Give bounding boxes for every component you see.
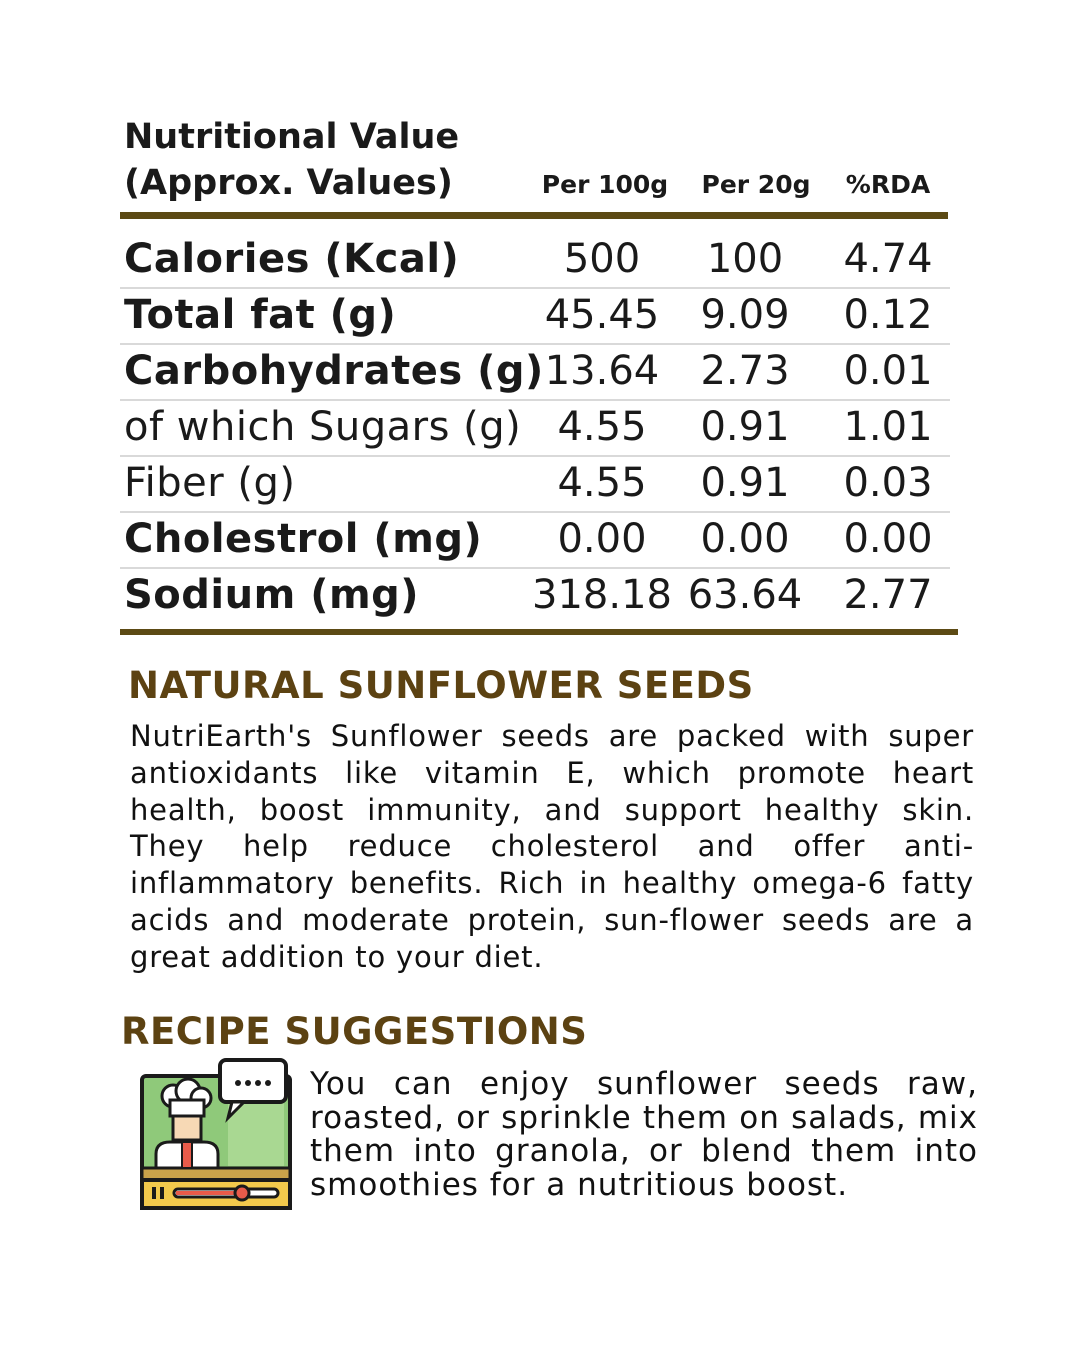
row-value-per-100g: 0.00 [557, 516, 647, 562]
chef-cooking-show-icon [138, 1058, 296, 1214]
table-row [120, 455, 950, 513]
table-bottom-rule [120, 629, 958, 635]
section-body-natural-sunflower-seeds: NutriEarth's Sunflower seeds are packed with super antioxidants like vitamin E, which promote heart health, boost immunity, and support healthy skin. They help reduce cholesterol and offer anti-inflammatory benefits. Rich in healthy omega-6 fatty acids and moderate protein, sun-flower seeds are a great addition to your diet. [130, 719, 974, 974]
row-value-per-100g: 13.64 [544, 348, 660, 394]
row-value-per-100g: 318.18 [532, 572, 672, 618]
row-value-rda: 4.74 [843, 236, 933, 282]
row-value-per-100g: 500 [563, 236, 641, 282]
row-value-rda: 0.12 [843, 292, 933, 338]
row-value-per-100g: 4.55 [557, 460, 647, 506]
table-title [124, 114, 459, 206]
row-value-per-20g: 9.09 [700, 292, 790, 338]
table-row [120, 567, 950, 623]
row-value-rda: 0.01 [843, 348, 933, 394]
table-row [120, 399, 950, 457]
row-value-per-100g: 45.45 [544, 292, 660, 338]
row-label: Fiber (g) [124, 460, 296, 506]
table-row [120, 343, 950, 401]
row-value-rda: 1.01 [843, 404, 933, 450]
table-title-line2: (Approx. Values) [124, 163, 453, 203]
row-value-per-20g: 0.91 [700, 404, 790, 450]
table-row [120, 287, 950, 345]
table-top-rule [120, 212, 948, 219]
row-value-rda: 0.03 [843, 460, 933, 506]
column-header-per-20g: Per 20g [701, 170, 811, 199]
row-value-per-20g: 2.73 [700, 348, 790, 394]
row-label: of which Sugars (g) [124, 404, 522, 450]
section-title-natural-sunflower-seeds: NATURAL SUNFLOWER SEEDS [128, 664, 754, 707]
row-value-per-100g: 4.55 [557, 404, 647, 450]
row-label: Sodium (mg) [124, 572, 420, 618]
row-value-per-20g: 100 [706, 236, 784, 282]
column-header-per-100g: Per 100g [541, 170, 669, 199]
row-value-per-20g: 63.64 [687, 572, 803, 618]
row-label: Cholestrol (mg) [124, 516, 483, 562]
row-label: Calories (Kcal) [124, 236, 460, 282]
table-row [120, 231, 950, 289]
row-value-per-20g: 0.91 [700, 460, 790, 506]
row-label: Total fat (g) [124, 292, 397, 338]
row-value-rda: 0.00 [843, 516, 933, 562]
column-header-rda: %RDA [845, 170, 931, 199]
table-title-line1: Nutritional Value [124, 117, 460, 157]
section-title-recipe-suggestions: RECIPE SUGGESTIONS [121, 1010, 588, 1053]
section-body-recipe-suggestions: You can enjoy sunflower seeds raw, roasted, or sprinkle them on salads, mix them into granola, or blend them into smoothies for a nutritious boost. [310, 1066, 978, 1203]
row-value-rda: 2.77 [843, 572, 933, 618]
row-label: Carbohydrates (g) [124, 348, 544, 394]
row-value-per-20g: 0.00 [700, 516, 790, 562]
table-row [120, 511, 950, 569]
